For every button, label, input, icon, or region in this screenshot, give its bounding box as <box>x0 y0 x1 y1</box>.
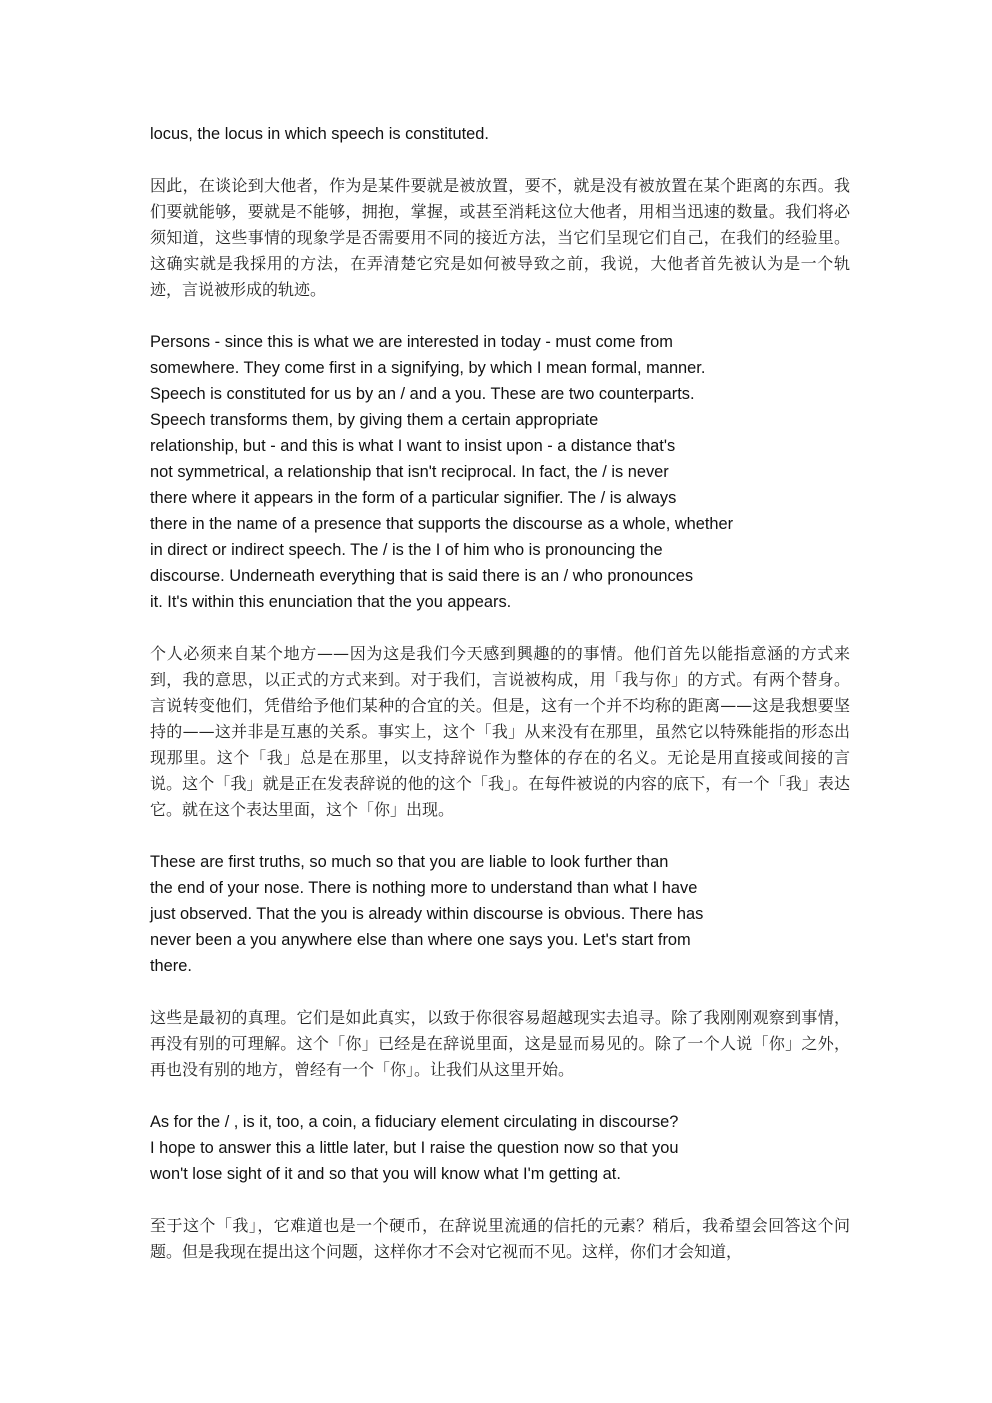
text-line: there where it appears in the form of a particular signifier. The / is always <box>150 489 677 507</box>
paragraph-zh-1: 因此，在谈论到大他者，作为是某件要就是被放置，要不，就是没有被放置在某个距离的东西。我们要就能够，要就是不能够，拥抱，掌握，或甚至消耗这位大他者，用相当迅速的数量。我们将必须知道，这些事情的现象学是否需要用不同的接近方法，当它们呈现它们自己，在我们的经验里。这确实就是我採用的方法，在弄清楚它究是如何被导致之前，我说，大他者首先被认为是一个轨迹，言说被形成的轨迹。 <box>150 176 850 299</box>
text-line: relationship, but - and this is what I want to insist upon - a distance that's <box>150 437 676 455</box>
text-line: These are first truths, so much so that you are liable to look further than <box>150 853 669 871</box>
text-line: just observed. That the you is already within discourse is obvious. There has <box>150 905 704 923</box>
text-line: discourse. Underneath everything that is said there is an / who pronounces <box>150 567 694 585</box>
text-line: it. It's within this enunciation that the you appears. <box>150 593 512 611</box>
paragraph-gap <box>150 1187 850 1213</box>
text-line: Persons - since this is what we are interested in today - must come from <box>150 333 673 351</box>
paragraph-en-2 <box>150 329 850 615</box>
text-line: there in the name of a presence that supports the discourse as a whole, whether <box>150 515 734 533</box>
text-line: Speech is constituted for us by an / and a you. These are two counterparts. <box>150 385 695 403</box>
text-line: locus, the locus in which speech is constituted. <box>150 125 489 143</box>
paragraph-gap <box>150 147 850 173</box>
text-line: never been a you anywhere else than where one says you. Let's start from <box>150 931 691 949</box>
paragraph-gap <box>150 1083 850 1109</box>
paragraph-en-4 <box>150 1109 850 1187</box>
paragraph-gap <box>150 615 850 641</box>
document-page <box>150 121 850 1265</box>
text-line: there. <box>150 957 192 975</box>
text-line: I hope to answer this a little later, but I raise the question now so that you <box>150 1139 679 1157</box>
paragraph-zh-3: 这些是最初的真理。它们是如此真实，以致于你很容易超越现实去追寻。除了我刚刚观察到事情，再没有别的可理解。这个「你」已经是在辞说里面，这是显而易见的。除了一个人说「你」之外，再也没有别的地方，曾经有一个「你」。让我们从这里开始。 <box>150 1008 850 1079</box>
paragraph-gap <box>150 823 850 849</box>
text-line: As for the / , is it, too, a coin, a fiduciary element circulating in discourse? <box>150 1113 679 1131</box>
paragraph-zh-2: 个人必须来自某个地方——因为这是我们今天感到興趣的的事情。他们首先以能指意涵的方式来到，我的意思，以正式的方式来到。对于我们，言说被构成，用「我与你」的方式。有两个替身。言说转变他们，凭借给予他们某种的合宜的关。但是，这有一个并不均称的距离——这是我想要坚持的——这并非是互惠的关系。事实上，这个「我」从来没有在那里，虽然它以特殊能指的形态出现那里。这个「我」总是在那里，以支持辞说作为整体的存在的名义。无论是用直接或间接的言说。这个「我」就是正在发表辞说的他的这个「我」。在每件被说的内容的底下，有一个「我」表达它。就在这个表达里面，这个「你」出现。 <box>150 644 850 819</box>
paragraph-en-1 <box>150 121 850 147</box>
paragraph-gap <box>150 979 850 1005</box>
paragraph-zh-4: 至于这个「我」，它难道也是一个硬币，在辞说里流通的信托的元素？稍后，我希望会回答这个问题。但是我现在提出这个问题，这样你才不会对它视而不见。这样，你们才会知道， <box>150 1216 850 1261</box>
text-line: not symmetrical, a relationship that isn't reciprocal. In fact, the / is never <box>150 463 669 481</box>
text-line: won't lose sight of it and so that you will know what I'm getting at. <box>150 1165 621 1183</box>
text-line: in direct or indirect speech. The / is the I of him who is pronouncing the <box>150 541 663 559</box>
paragraph-gap <box>150 303 850 329</box>
text-line: the end of your nose. There is nothing more to understand than what I have <box>150 879 698 897</box>
paragraph-en-3 <box>150 849 850 979</box>
text-line: somewhere. They come first in a signifying, by which I mean formal, manner. <box>150 359 706 377</box>
text-line: Speech transforms them, by giving them a certain appropriate <box>150 411 599 429</box>
